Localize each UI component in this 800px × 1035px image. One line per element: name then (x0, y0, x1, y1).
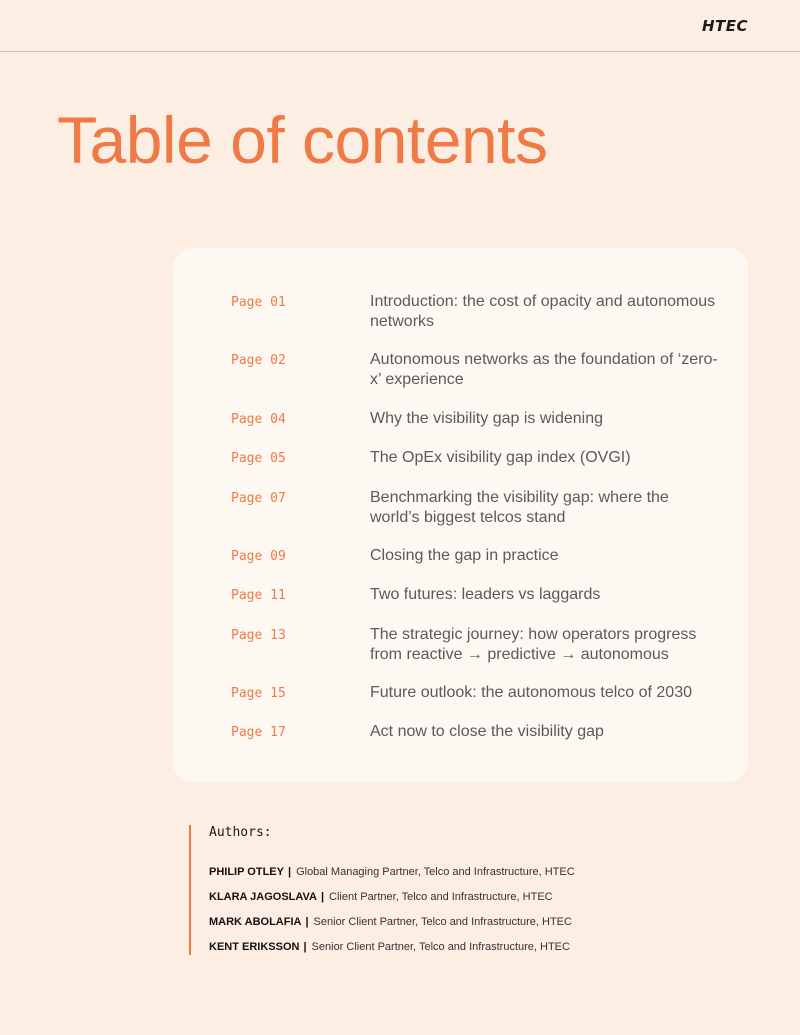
authors-heading: Authors: (209, 825, 272, 840)
toc-page-number: Page 04 (231, 412, 286, 427)
table-of-contents-card (173, 248, 748, 782)
toc-page-number: Page 17 (231, 725, 286, 740)
toc-page-number: Page 13 (231, 628, 286, 643)
toc-item-title: Closing the gap in practice (370, 547, 559, 564)
toc-item-title: Benchmarking the visibility gap: where the world’s biggest telcos stand (370, 489, 669, 526)
author-name: MARK ABOLAFIA (209, 916, 302, 928)
author-separator: | (320, 891, 325, 903)
toc-item-title: Why the visibility gap is widening (370, 410, 603, 427)
toc-item-title: Act now to close the visibility gap (370, 723, 604, 740)
author-entry (209, 940, 570, 954)
header-divider (0, 51, 800, 52)
toc-item-title: The OpEx visibility gap index (OVGI) (370, 449, 631, 466)
author-role: Client Partner, Telco and Infrastructure, HTEC (329, 891, 553, 903)
author-name: KLARA JAGOSLAVA (209, 891, 317, 903)
author-role: Senior Client Partner, Telco and Infrastructure, HTEC (311, 941, 570, 953)
author-entry (209, 915, 572, 929)
author-role: Global Managing Partner, Telco and Infrastructure, HTEC (296, 866, 575, 878)
toc-page-number: Page 02 (231, 353, 286, 368)
htec-logo (690, 17, 748, 35)
page-title: Table of contents (57, 103, 548, 177)
toc-item-title: Introduction: the cost of opacity and autonomous networks (370, 293, 716, 330)
toc-item-title: Future outlook: the autonomous telco of 2030 (370, 684, 692, 701)
toc-page-number: Page 15 (231, 686, 286, 701)
toc-page-number: Page 09 (231, 549, 286, 564)
author-separator: | (303, 941, 307, 953)
author-separator: | (305, 916, 309, 928)
toc-page-number: Page 01 (231, 295, 286, 310)
toc-item-title: The strategic journey: how operators progress from reactive → predictive → autonomous (370, 626, 697, 663)
author-entry (209, 865, 575, 879)
authors-section (189, 825, 691, 955)
author-name: KENT ERIKSSON (209, 941, 300, 953)
toc-page-number: Page 05 (231, 451, 286, 466)
author-role: Senior Client Partner, Telco and Infrastructure, HTEC (313, 916, 572, 928)
author-name: PHILIP OTLEY (209, 866, 284, 878)
toc-page-number: Page 07 (231, 491, 286, 506)
author-entry (209, 890, 553, 904)
toc-page-number: Page 11 (231, 588, 286, 603)
toc-item-title: Autonomous networks as the foundation of ‘zero-x’ experience (370, 351, 718, 388)
author-separator: | (287, 866, 292, 878)
toc-item-title: Two futures: leaders vs laggards (370, 586, 601, 603)
logo-text: HTEC (701, 17, 748, 35)
